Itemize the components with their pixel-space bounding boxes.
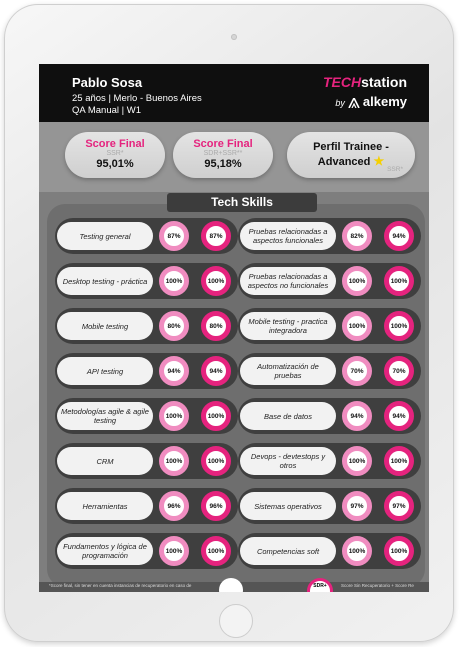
skill-score-sdr: 94% <box>384 221 414 251</box>
skill-card <box>55 443 238 479</box>
brand-station: station <box>361 74 407 90</box>
skill-label: API testing <box>57 357 153 385</box>
skill-score-ssr: 100% <box>159 536 189 566</box>
footer-note: *Score final, sin tener en cuenta instancias de recuperatorio en caso de <box>49 583 192 588</box>
skill-score-ssr: 100% <box>159 446 189 476</box>
score-title: Score Final <box>85 138 145 150</box>
skill-score-sdr: 94% <box>201 356 231 386</box>
skill-score-ssr: 97% <box>342 491 372 521</box>
skill-score-sdr: 100% <box>201 536 231 566</box>
skill-score-ssr: 82% <box>342 221 372 251</box>
skill-card <box>55 488 238 524</box>
profile-card <box>287 132 415 178</box>
skill-score-sdr: 100% <box>201 266 231 296</box>
brand-logo <box>323 74 407 111</box>
skill-score-sdr: 96% <box>201 491 231 521</box>
skill-card <box>55 353 238 389</box>
alkemy-logo-icon <box>348 98 360 111</box>
score-value: 95,18% <box>204 158 242 170</box>
skill-label: Desktop testing - práctica <box>57 267 153 295</box>
tablet-frame <box>4 4 454 642</box>
skill-label: Pruebas relacionadas a aspectos no funcionales <box>240 267 336 295</box>
skill-card <box>238 443 421 479</box>
skill-card <box>238 308 421 344</box>
skill-score-sdr: 94% <box>384 401 414 431</box>
report-screen <box>39 64 429 592</box>
footer-note-2: Score Sin Recuperatorio + Score Re <box>341 583 414 588</box>
skill-label: Testing general <box>57 222 153 250</box>
skill-card <box>238 353 421 389</box>
skill-card <box>238 488 421 524</box>
home-button[interactable] <box>219 604 253 638</box>
skill-label: Automatización de pruebas <box>240 357 336 385</box>
skill-score-sdr: 100% <box>384 266 414 296</box>
skills-panel <box>47 204 425 587</box>
skill-score-sdr: 100% <box>384 311 414 341</box>
skill-card <box>55 308 238 344</box>
skill-score-ssr: 87% <box>159 221 189 251</box>
skill-score-ssr: 100% <box>159 401 189 431</box>
skill-card <box>238 263 421 299</box>
score-subtitle: SSR* <box>106 150 124 157</box>
score-title: Score Final <box>193 138 253 150</box>
score-final-ssr-card <box>65 132 165 178</box>
skill-label: Mobile testing <box>57 312 153 340</box>
skill-card <box>55 533 238 569</box>
legend-sdr-label: SDR+ <box>313 583 327 589</box>
skill-card <box>238 398 421 434</box>
skill-card <box>55 263 238 299</box>
skill-score-ssr: 80% <box>159 311 189 341</box>
skill-score-sdr: 70% <box>384 356 414 386</box>
skill-label: Mobile testing - practica integradora <box>240 312 336 340</box>
tech-skills-title: Tech Skills <box>167 193 317 212</box>
skill-score-ssr: 100% <box>342 446 372 476</box>
candidate-name: Pablo Sosa <box>72 75 143 90</box>
profile-ssr: SSR* <box>387 166 403 173</box>
skill-label: Pruebas relacionadas a aspectos funcionales <box>240 222 336 250</box>
skill-label: CRM <box>57 447 153 475</box>
skill-card <box>55 218 238 254</box>
candidate-info: 25 años | Merlo - Buenos Aires <box>72 93 202 104</box>
skill-label: Herramientas <box>57 492 153 520</box>
skill-score-ssr: 100% <box>342 266 372 296</box>
skill-score-ssr: 100% <box>159 266 189 296</box>
score-final-sdr-card <box>173 132 273 178</box>
skill-card <box>238 533 421 569</box>
skill-score-sdr: 87% <box>201 221 231 251</box>
skill-score-sdr: 97% <box>384 491 414 521</box>
profile-line1: Perfil Trainee - <box>313 141 389 153</box>
skill-score-sdr: 100% <box>384 536 414 566</box>
skill-card <box>55 398 238 434</box>
skill-score-sdr: 100% <box>201 401 231 431</box>
star-icon: ★ <box>373 154 385 168</box>
skill-score-ssr: 100% <box>342 536 372 566</box>
skill-label: Metodologías agile & agile testing <box>57 402 153 430</box>
profile-line2: Advanced <box>317 156 371 168</box>
skill-label: Devops - devtestops y otros <box>240 447 336 475</box>
skill-score-ssr: 70% <box>342 356 372 386</box>
score-subtitle: SDR+SSR** <box>203 150 243 157</box>
skill-label: Fundamentos y lógica de programación <box>57 537 153 565</box>
candidate-role: QA Manual | W1 <box>72 105 141 116</box>
brand-by: by <box>335 98 345 108</box>
skill-label: Base de datos <box>240 402 336 430</box>
header <box>39 64 429 122</box>
skill-label: Competencias soft <box>240 537 336 565</box>
camera-icon <box>231 34 237 40</box>
skill-score-sdr: 100% <box>384 446 414 476</box>
skill-score-ssr: 94% <box>342 401 372 431</box>
scores-row <box>39 122 429 192</box>
skill-score-ssr: 94% <box>159 356 189 386</box>
skill-card <box>238 218 421 254</box>
score-value: 95,01% <box>96 158 134 170</box>
skill-score-sdr: 80% <box>201 311 231 341</box>
skill-score-ssr: 96% <box>159 491 189 521</box>
skill-score-sdr: 100% <box>201 446 231 476</box>
skill-label: Sistemas operativos <box>240 492 336 520</box>
brand-alkemy: alkemy <box>362 94 407 109</box>
skill-score-ssr: 100% <box>342 311 372 341</box>
brand-tech: TECH <box>322 74 362 90</box>
